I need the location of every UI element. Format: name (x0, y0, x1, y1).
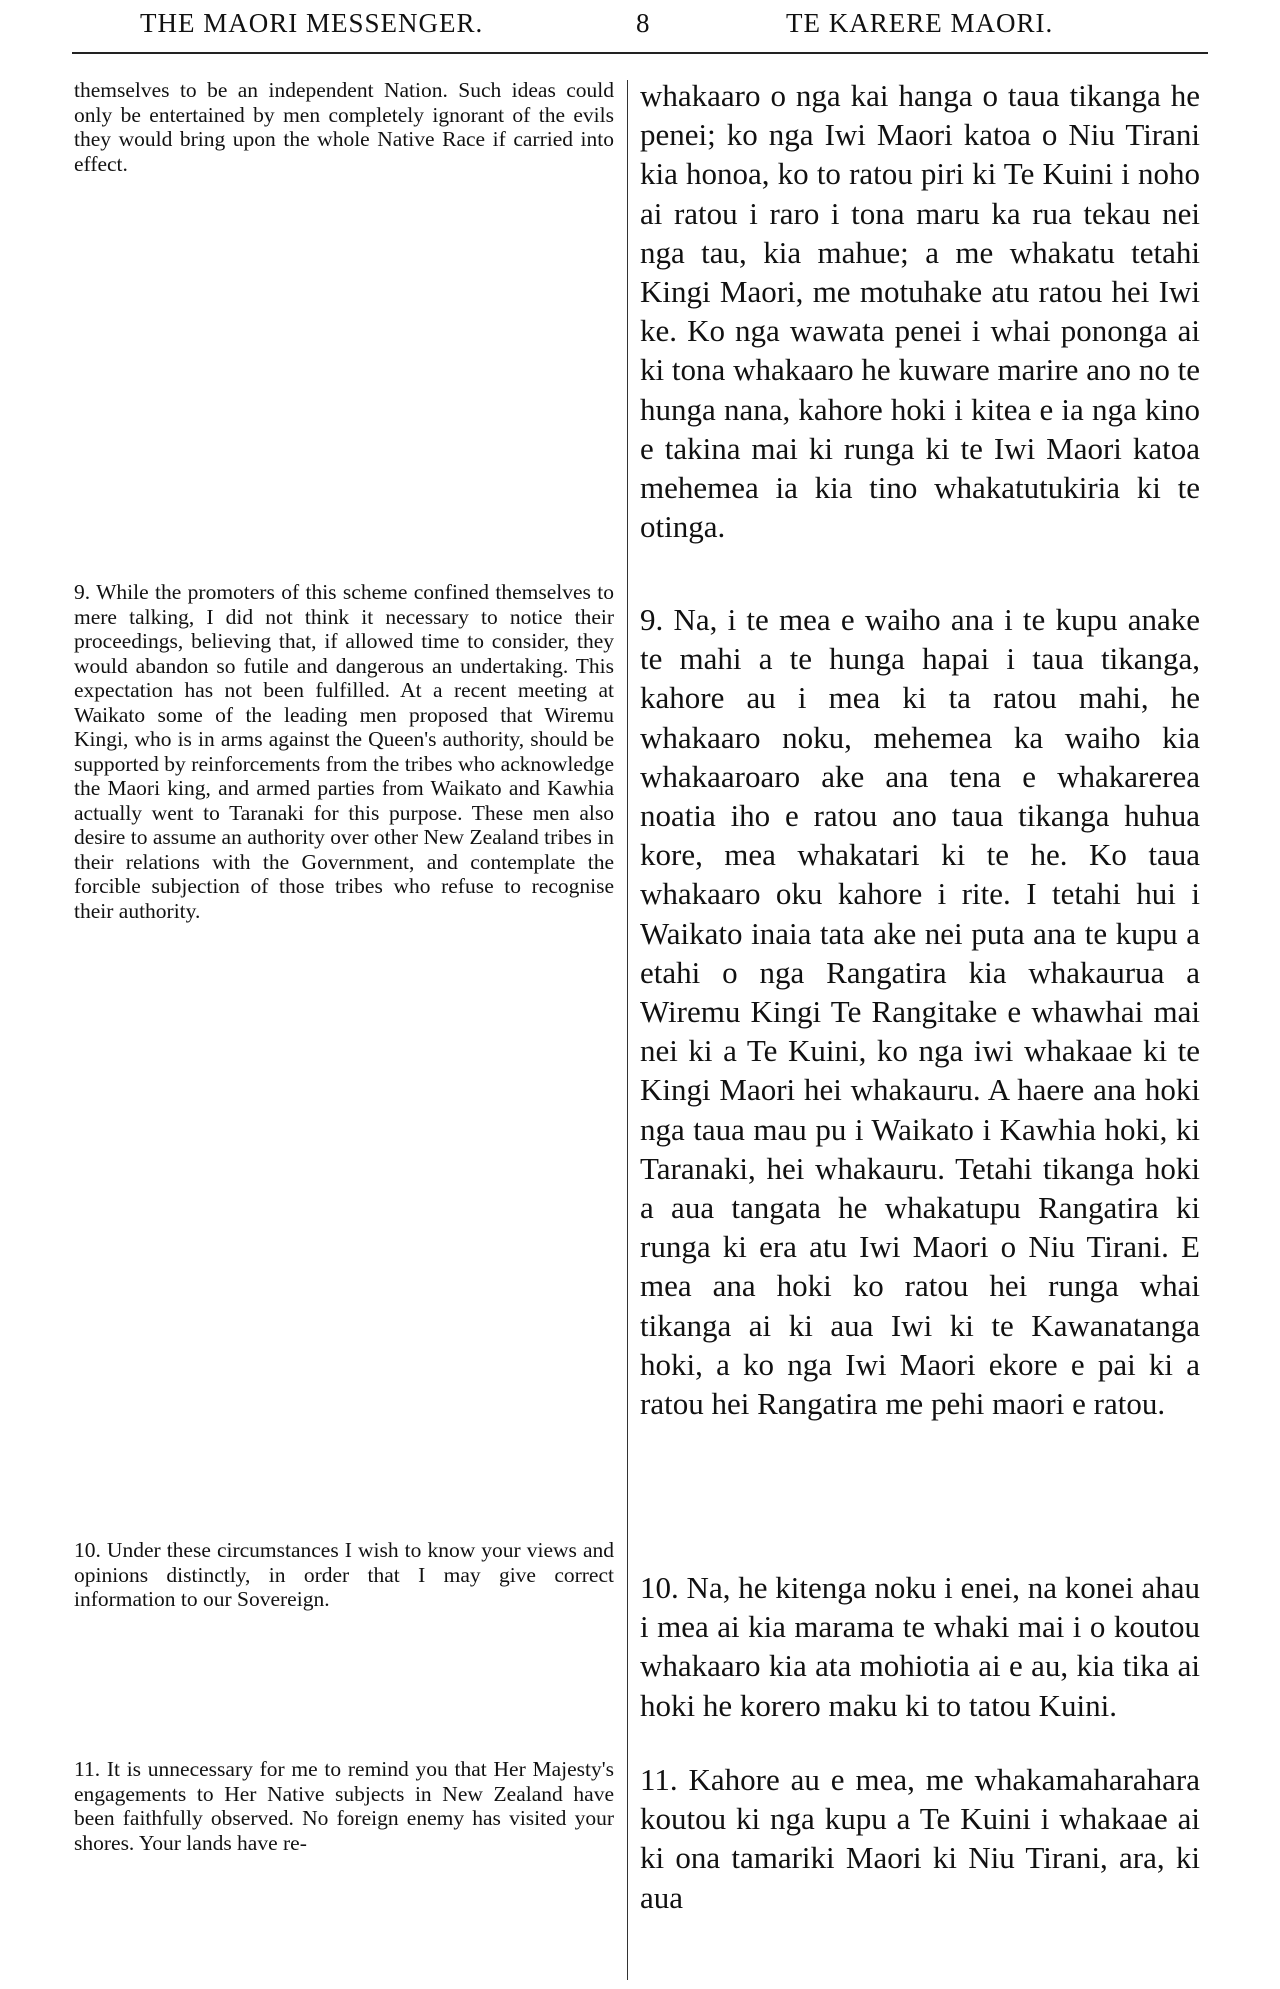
english-title: THE MAORI MESSENGER. (140, 8, 484, 38)
english-paragraph-10: 10. Under these circumstances I wish to know your views and opinions distinctly, in order that I may give correct information to our Sovereign. (74, 1538, 614, 1611)
page-number: 8 (636, 8, 651, 38)
header-rule (72, 52, 1208, 54)
maori-intro-paragraph: whakaaro o nga kai hanga o taua tikanga he penei; ko nga Iwi Maori katoa o Niu Tirani kia honoa, ko to ratou piri ki Te Kuini i noho ai ratou i raro i tona maru ka rua tekau nei nga tau, kia mahue; a me whakatu tetahi Kingi Maori, me motuhake atu ratou hei Iwi ke. Ko nga wawata penei i whai pononga ai ki tona whakaaro he kuware marire ano no te hunga nana, kahore hoki i kitea e ia nga kino e takina mai ki runga ki te Iwi Maori katoa mehemea ia kia tino whakatutukiria ki te otinga. (640, 78, 1200, 545)
maori-paragraph-9: 9. Na, i te mea e waiho ana i te kupu anake te mahi a te hunga hapai i taua tikanga, kahore au i mea ki ta ratou mahi, he whakaaro noku, mehemea ka waiho kia whakaaroaro ake ana tena e whakarerea noatia iho e ratou ano taua tikanga huhua kore, mea whakatari ki te he. Ko taua whakaaro oku kahore i rite. I tetahi hui i Waikato inaia tata ake nei puta ana te kupu a etahi o nga Rangatira kia whakaurua a Wiremu Kingi Te Rangitake e whawhai mai nei ki a Te Kuini, ko nga iwi whakaae ki te Kingi Maori hei whakauru. A haere ana hoki nga taua mau pu i Waikato i Kawhia hoki, ki Taranaki, hei whakauru. Tetahi tikanga hoki a aua tangata he whakatupu Rangatira ki runga ki era atu Iwi Maori o Niu Tirani. E mea ana hoki ko ratou hei runga whai tikanga ai ki aua Iwi ki te Kawanatanga hoki, a ko nga Iwi Maori ekore e pai ki a ratou hei Rangatira me pehi maori e ratou. (640, 602, 1200, 1422)
maori-title: TE KARERE MAORI. (786, 8, 1054, 38)
english-intro-paragraph: themselves to be an independent Nation. Such ideas could only be entertained by men completely ignorant of the evils they would bring upon the whole Native Race if carried into effect. (74, 78, 614, 176)
column-divider (627, 80, 628, 1980)
maori-paragraph-10: 10. Na, he kitenga noku i enei, na konei ahau i mea ai kia marama te whaki mai i o koutou whakaaro kia ata mohiotia ai e au, kia tika ai hoki he korero maku ki to tatou Kuini. (640, 1570, 1200, 1723)
english-paragraph-11: 11. It is unnecessary for me to remind you that Her Majesty's engagements to Her Native subjects in New Zealand have been faithfully observed. No foreign enemy has visited your shores. Your lands have re- (74, 1757, 614, 1855)
page-header (0, 8, 1280, 48)
maori-paragraph-11: 11. Kahore au e mea, me whakamaharahara koutou ki nga kupu a Te Kuini i whakaae ai ki ona tamariki Maori ki Niu Tirani, ara, ki aua (640, 1762, 1200, 1915)
english-paragraph-9: 9. While the promoters of this scheme confined themselves to mere talking, I did not think it necessary to notice their proceedings, believing that, if allowed time to consider, they would abandon so futile and dangerous an undertaking. This expectation has not been fulfilled. At a recent meeting at Waikato some of the leading men proposed that Wiremu Kingi, who is in arms against the Queen's authority, should be supported by reinforcements from the tribes who acknowledge the Maori king, and armed parties from Waikato and Kawhia actually went to Taranaki for this purpose. These men also desire to assume an authority over other New Zealand tribes in their relations with the Government, and contemplate the forcible subjection of those tribes who refuse to recognise their authority. (74, 580, 614, 923)
